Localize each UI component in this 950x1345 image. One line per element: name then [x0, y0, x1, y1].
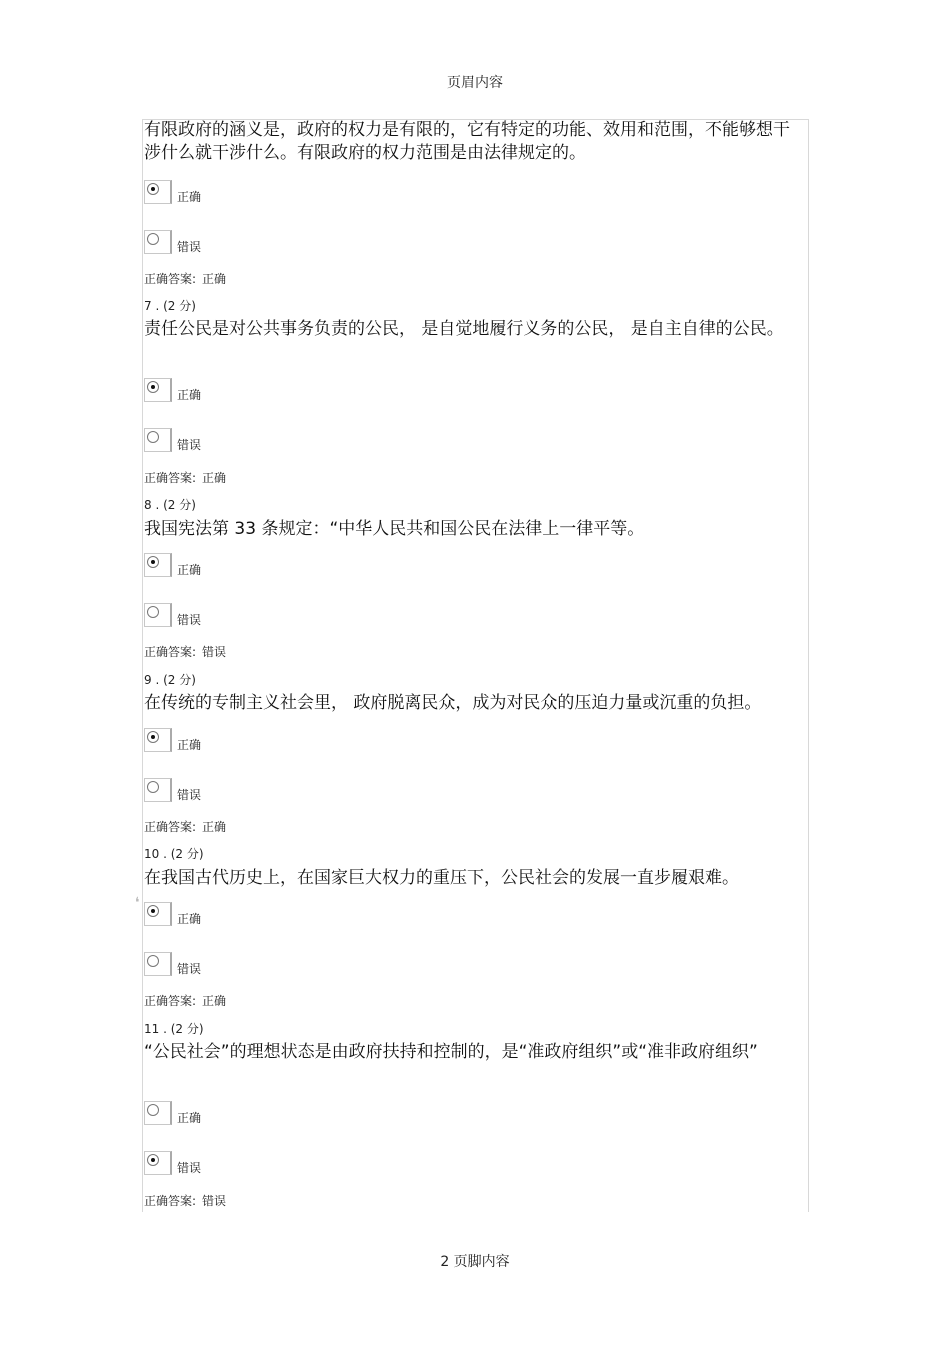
question-text: 有限政府的涵义是，政府的权力是有限的，它有特定的功能、效用和范围，不能够想干涉什么就干涉什么。有限政府的权力范围是由法律规定的。 — [144, 120, 790, 163]
correct-answer — [144, 1192, 226, 1209]
option-false[interactable] — [144, 428, 344, 456]
question-header: 10 . (2 分) — [144, 847, 204, 861]
option-label: 错误 — [177, 240, 202, 254]
option-true[interactable] — [144, 902, 344, 930]
option-label: 错误 — [177, 962, 202, 976]
option-label: 正确 — [177, 1111, 202, 1125]
answer-prefix: 正确答案: — [144, 272, 197, 286]
correct-answer — [144, 270, 226, 287]
answer-value: 正确 — [202, 272, 227, 286]
option-true[interactable] — [144, 1101, 344, 1129]
question-header: 9 . (2 分) — [144, 673, 196, 687]
answer-prefix: 正确答案: — [144, 645, 197, 659]
answer-value: 正确 — [202, 820, 227, 834]
answer-prefix: 正确答案: — [144, 471, 197, 485]
radio-button[interactable] — [147, 905, 159, 917]
answer-prefix: 正确答案: — [144, 820, 197, 834]
option-false[interactable] — [144, 603, 344, 631]
question-text: 在传统的专制主义社会里， 政府脱离民众，成为对民众的压迫力量或沉重的负担。 — [144, 693, 762, 713]
radio-button[interactable] — [147, 1104, 159, 1116]
option-false[interactable] — [144, 1151, 344, 1179]
option-label: 错误 — [177, 613, 202, 627]
option-label: 正确 — [177, 912, 202, 926]
answer-value: 正确 — [202, 994, 227, 1008]
question-header: 8 . (2 分) — [144, 498, 196, 512]
option-true[interactable] — [144, 180, 344, 208]
question-text: “公民社会”的理想状态是由政府扶持和控制的，是“准政府组织”或“准非政府组织” — [144, 1042, 758, 1062]
radio-button[interactable] — [147, 381, 159, 393]
question-text: 我国宪法第 33 条规定：“中华人民共和国公民在法律上一律平等。 — [144, 519, 645, 539]
radio-button[interactable] — [147, 556, 159, 568]
option-true[interactable] — [144, 378, 344, 406]
radio-button[interactable] — [147, 233, 159, 245]
question-text: 在我国古代历史上，在国家巨大权力的重压下，公民社会的发展一直步履艰难。 — [144, 868, 739, 888]
option-label: 错误 — [177, 438, 202, 452]
radio-button[interactable] — [147, 606, 159, 618]
correct-answer — [144, 818, 226, 835]
option-label: 错误 — [177, 788, 202, 802]
radio-button[interactable] — [147, 431, 159, 443]
option-true[interactable] — [144, 728, 344, 756]
option-label: 正确 — [177, 738, 202, 752]
option-label: 错误 — [177, 1161, 202, 1175]
question-header: 11 . (2 分) — [144, 1022, 204, 1036]
question-header: 7 . (2 分) — [144, 299, 196, 313]
correct-answer — [144, 469, 226, 486]
answer-value: 正确 — [202, 471, 227, 485]
option-false[interactable] — [144, 778, 344, 806]
answer-prefix: 正确答案: — [144, 994, 197, 1008]
answer-prefix: 正确答案: — [144, 1194, 197, 1208]
question-text: 责任公民是对公共事务负责的公民， 是自觉地履行义务的公民， 是自主自律的公民。 — [144, 319, 784, 339]
option-label: 正确 — [177, 388, 202, 402]
page-header: 页眉内容 — [447, 75, 503, 91]
answer-value: 错误 — [202, 1194, 227, 1208]
correct-answer — [144, 992, 226, 1009]
option-true[interactable] — [144, 553, 344, 581]
option-false[interactable] — [144, 230, 344, 258]
radio-button[interactable] — [147, 1154, 159, 1166]
answer-value: 错误 — [202, 645, 227, 659]
side-mark-icon: ❛ — [135, 895, 140, 911]
correct-answer — [144, 643, 226, 660]
option-label: 正确 — [177, 563, 202, 577]
radio-button[interactable] — [147, 955, 159, 967]
radio-button[interactable] — [147, 731, 159, 743]
option-false[interactable] — [144, 952, 344, 980]
option-label: 正确 — [177, 190, 202, 204]
radio-button[interactable] — [147, 781, 159, 793]
page-footer: 2 页脚内容 — [440, 1254, 510, 1270]
radio-button[interactable] — [147, 183, 159, 195]
